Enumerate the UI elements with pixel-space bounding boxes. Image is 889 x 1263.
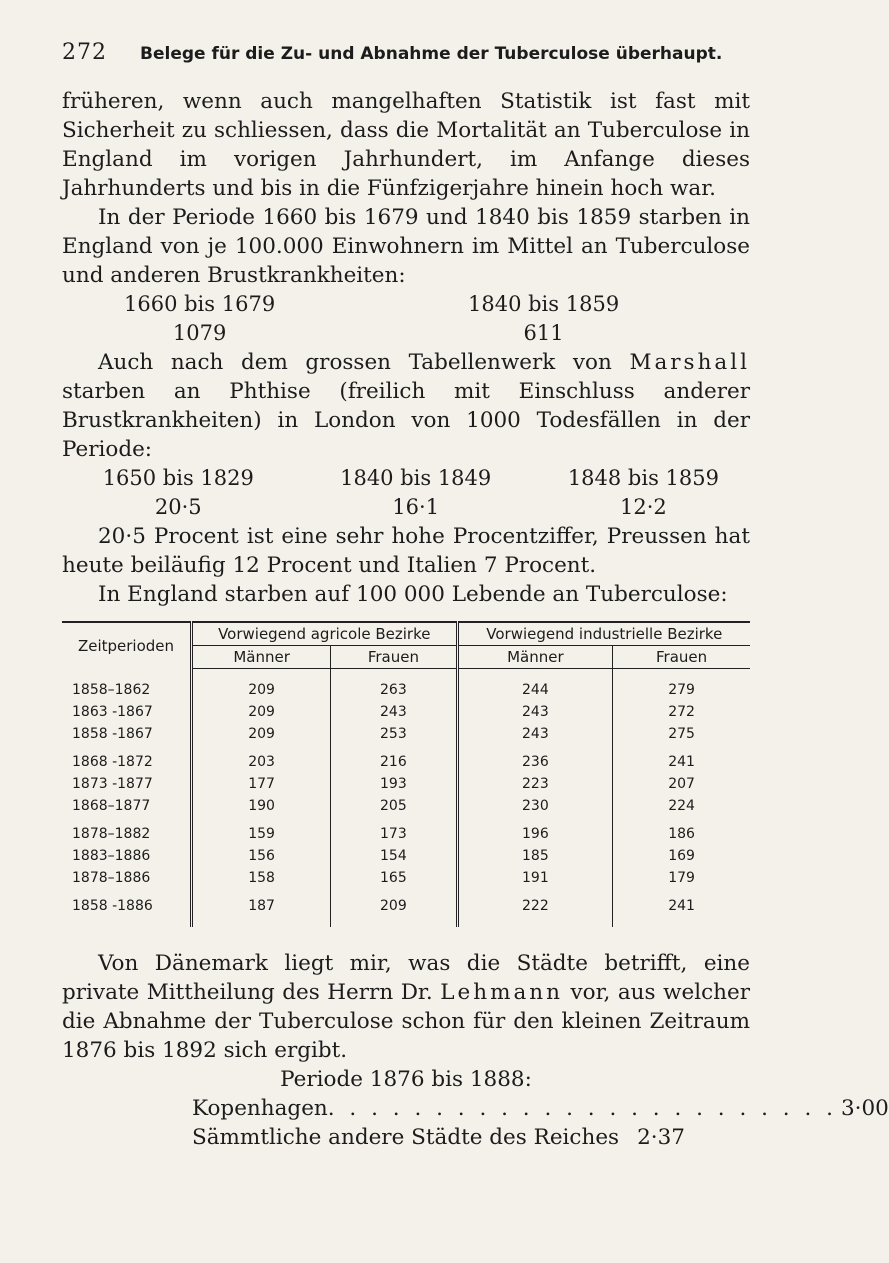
fig1-value-2: 611: [523, 321, 564, 345]
cell-period: 1858 -1886: [62, 895, 192, 917]
cell-agr-men: 156: [192, 845, 331, 867]
table-row: [62, 823, 750, 845]
other-cities-line: [192, 1123, 750, 1152]
header-ind-women: Frauen: [613, 646, 750, 669]
para6-text-pre: Von Dänemark liegt mir, was die Städte betrifft, eine private Mittheilung des Herrn Dr.: [62, 951, 750, 1005]
cell-period: 1858 -1867: [62, 723, 192, 745]
header-industrial: Vorwiegend industrielle Bezirke: [457, 622, 750, 646]
header-agr-women: Frauen: [331, 646, 457, 669]
para3-text-post: starben an Phthise (freilich mit Einschluss anderer Brustkrankheiten) in London von 1000 Todesfällen in der Periode:: [62, 379, 750, 462]
author-lehmann: Lehmann: [440, 980, 563, 1005]
cell-period: 1863 -1867: [62, 701, 192, 723]
cell-ind-women: 241: [668, 754, 695, 770]
author-marshall: Marshall: [629, 350, 750, 375]
fig2-period-3: 1848 bis 1859: [567, 466, 719, 490]
paragraph-1: früheren, wenn auch mangelhaften Statistik ist fast mit Sicherheit zu schliessen, dass die Mortalität an Tuberculose in England im vorigen Jahrhundert, im Anfange dieses Jahrhunderts und bis in die Fünfzigerjahre hinein hoch war.: [62, 89, 750, 201]
cell-ind-men: 222: [457, 895, 613, 917]
page-number: 272: [62, 40, 107, 65]
cell-ind-men: 191: [457, 867, 613, 889]
cell-agr-men: 203: [192, 751, 331, 773]
table-row: [62, 795, 750, 817]
cell-period: 1873 -1877: [62, 773, 192, 795]
cell-agr-men: 209: [192, 723, 331, 745]
header-agr-men: Männer: [192, 646, 331, 669]
running-head: Belege für die Zu- und Abnahme der Tuberculose überhaupt.: [140, 44, 723, 64]
paragraph-6: [62, 949, 750, 1065]
paragraph-3: [62, 348, 750, 464]
other-cities-label: Sämmtliche andere Städte des Reiches: [192, 1125, 620, 1150]
cell-period: 1878–1882: [62, 823, 192, 845]
cell-agr-women: 193: [331, 773, 457, 795]
cell-period: 1858–1862: [62, 679, 192, 701]
other-cities-value: 2·37: [637, 1125, 685, 1150]
period-line: Periode 1876 bis 1888:: [280, 1067, 532, 1092]
mortality-table: [62, 621, 750, 927]
fig1-value-1: 1079: [172, 321, 227, 345]
figures-1: [62, 290, 750, 348]
cell-agr-men: 159: [192, 823, 331, 845]
cell-agr-women: 154: [331, 845, 457, 867]
table-row: [62, 751, 750, 773]
cell-period: 1868–1877: [62, 795, 192, 817]
fig2-period-2: 1840 bis 1849: [340, 466, 492, 490]
cell-agr-men: 209: [192, 701, 331, 723]
cell-ind-men: 223: [457, 773, 613, 795]
cell-agr-women: 263: [331, 679, 457, 701]
cell-agr-women: 243: [331, 701, 457, 723]
cell-ind-women: 275: [668, 726, 695, 742]
cell-period: 1878–1886: [62, 867, 192, 889]
cell-ind-women: 207: [668, 776, 695, 792]
figures-2: [62, 464, 750, 522]
fig1-period-1: 1660 bis 1679: [124, 292, 276, 316]
cell-ind-women: 272: [668, 704, 695, 720]
header-zeitperioden: Zeitperioden: [62, 622, 192, 669]
cell-ind-men: 185: [457, 845, 613, 867]
header-agricultural: Vorwiegend agricole Bezirke: [192, 622, 458, 646]
cell-agr-women: 173: [331, 823, 457, 845]
cell-ind-women: 169: [668, 848, 695, 864]
header-ind-men: Männer: [457, 646, 613, 669]
cell-ind-men: 243: [457, 723, 613, 745]
cell-agr-men: 177: [192, 773, 331, 795]
table-row: [62, 867, 750, 889]
para6-text-post: vor, aus welcher die Abnahme der Tuberculose schon für den kleinen Zeitraum 1876 bis 1892 sich ergibt.: [62, 980, 750, 1063]
fig2-value-1: 20·5: [154, 495, 202, 519]
cell-agr-women: 209: [331, 895, 457, 917]
cell-period: 1883–1886: [62, 845, 192, 867]
table-row: [62, 895, 750, 917]
cell-agr-women: 165: [331, 867, 457, 889]
table-row: [62, 679, 750, 701]
fig1-period-2: 1840 bis 1859: [468, 292, 620, 316]
cell-ind-men: 196: [457, 823, 613, 845]
cell-ind-women: 186: [668, 826, 695, 842]
cell-agr-men: 158: [192, 867, 331, 889]
cell-ind-men: 236: [457, 751, 613, 773]
cell-ind-men: 244: [457, 679, 613, 701]
kopenhagen-value: 3·00: [840, 1096, 889, 1121]
cell-agr-men: 190: [192, 795, 331, 817]
table-row: [62, 773, 750, 795]
cell-ind-men: 243: [457, 701, 613, 723]
table-row: [62, 845, 750, 867]
cell-period: 1868 -1872: [62, 751, 192, 773]
cell-ind-women: 179: [668, 870, 695, 886]
table-row: [62, 701, 750, 723]
paragraph-2: In der Periode 1660 bis 1679 und 1840 bis 1859 starben in England von je 100.000 Einwohnern im Mittel an Tuberculose und anderen Brustkrankheiten:: [62, 205, 750, 288]
page: [62, 40, 889, 1152]
cell-agr-women: 216: [331, 751, 457, 773]
kopenhagen-line: [192, 1094, 889, 1123]
fig2-value-3: 12·2: [620, 495, 667, 519]
leader-dots: . . . . . . . . . . . . . . . . . . . . . . . .: [327, 1096, 837, 1121]
table-row: [62, 723, 750, 745]
fig2-value-2: 16·1: [392, 495, 440, 519]
cell-ind-women: 224: [668, 798, 695, 814]
kopenhagen-label: Kopenhagen: [192, 1096, 328, 1121]
paragraph-5: In England starben auf 100 000 Lebende an Tuberculose:: [98, 582, 728, 607]
paragraph-4: 20·5 Procent ist eine sehr hohe Procentziffer, Preussen hat heute beiläufig 12 Procent und Italien 7 Procent.: [62, 524, 750, 578]
cell-agr-women: 253: [331, 723, 457, 745]
cell-ind-women: 241: [668, 898, 695, 914]
cell-ind-women: 279: [668, 682, 695, 698]
fig2-period-1: 1650 bis 1829: [102, 466, 254, 490]
para3-text-pre: Auch nach dem grossen Tabellenwerk von: [98, 350, 612, 375]
cell-ind-men: 230: [457, 795, 613, 817]
cell-agr-men: 187: [192, 895, 331, 917]
cell-agr-men: 209: [192, 679, 331, 701]
page-header: [62, 40, 750, 65]
cell-agr-women: 205: [331, 795, 457, 817]
